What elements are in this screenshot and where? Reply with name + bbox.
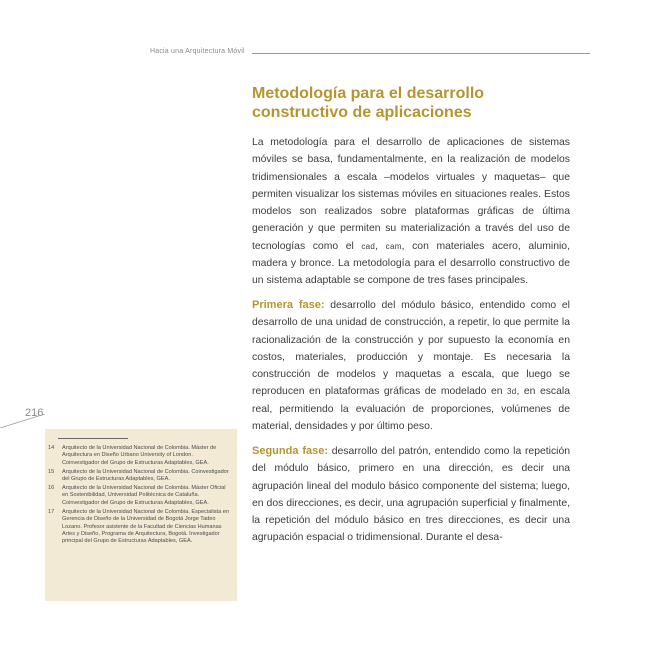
footnote-text: Arquitecto de la Universidad Nacional de Colombia. Máster Oficial en Sostenibilidad, Universidad Politécnica de Cataluña. Coinvestigador del Grupo de Estructuras Adaptables, GEA.	[62, 485, 226, 506]
section-title: Metodología para el desarrollo constructivo de aplicaciones	[252, 85, 485, 121]
threed-abbrev: 3d	[507, 387, 517, 397]
footnote-number: 16	[48, 485, 55, 492]
second-phase-text: desarrollo del patrón, entendido como la repetición del módulo básico, primero en una dirección, es decir una agrupación lineal del modulo básico componente del sistema; luego, en dos direcciones, es decir, una agrupación superficial y finalmente, la repetición del módulo básico en tres direcciones, es decir una agrupación espacial o tridimensional. Durante el desa-	[252, 446, 571, 544]
header-rule	[252, 53, 590, 54]
running-head: Hacia una Arquitectura Móvil	[150, 48, 245, 55]
paragraph-intro-text: La metodología para el desarrollo de aplicaciones de sistemas móviles se basa, fundamentalmente, en la realización de modelos tridimensionales a escala –modelos virtuales y maquetas– que permiten visualizar los sistemas móviles en situaciones reales. Estos modelos son realizados sobre plataformas gráficas de última generación y que permiten su materialización a través del uso de tecnologías como el	[252, 137, 570, 252]
page-number-rule	[0, 414, 45, 428]
first-phase-text-end: , en escala real, permitiendo la evaluación de proporciones, volúmenes de material, densidades y por último peso.	[252, 386, 570, 433]
footnote-text: Arquitecto de la Universidad Nacional de Colombia. Coinvestigador del Grupo de Estructuras Adaptables, GEA.	[62, 468, 229, 483]
paragraph-intro-sep: ,	[375, 240, 386, 252]
footnote-item	[48, 485, 230, 507]
page-number: 216	[25, 407, 44, 419]
footnote-number: 14	[48, 445, 55, 451]
cad-abbrev: cad	[361, 241, 376, 251]
paragraph-first-phase	[252, 297, 570, 435]
footnote-number: 17	[48, 508, 55, 515]
footnote-text: Arquitecto de la Universidad Nacional de Colombia. Máster de Arquitectura en Diseño Urbano University of London. Coinvestigador del Grupo de Estructuras Adaptables, GEA.	[62, 445, 217, 466]
first-phase-lead: Primera fase:	[252, 299, 325, 311]
footnote-item	[48, 509, 230, 546]
first-phase-text: desarrollo del módulo básico, entendido como el desarrollo de una unidad de construcción, a repetir, lo que permite la racionalización de la construcción y por supuesto la economía en costos, materiales, producción y montaje. Es necesaria la construcción de modelos y maquetas a escala, que luego se reproducen en plataformas gráficas de modelado en	[252, 300, 570, 398]
second-phase-lead: Segunda fase:	[252, 445, 329, 457]
footnote-item	[48, 469, 230, 484]
footnote-text: Arquitecto de la Universidad Nacional de Colombia. Especialista en Gerencia de Diseño de la Universidad de Bogotá Jorge Tadeo Lozano. Profesor asistente de la Facultad de Ciencias Humanas Artes y Diseño, Programa de Arquitectura, Bogotá. Investigador principal del Grupo de Estructuras Adaptables, GEA.	[62, 508, 229, 545]
paragraph-second-phase	[252, 443, 570, 547]
paragraph-intro	[252, 134, 570, 290]
footnotes-list	[48, 445, 230, 547]
cam-abbrev: cam	[385, 241, 402, 251]
footnote-item	[48, 445, 230, 467]
footnotes-rule	[58, 438, 128, 439]
footnote-number: 15	[48, 468, 55, 475]
footnotes-box	[45, 429, 237, 601]
paragraph-intro-text-end: , con materiales acero, aluminio, madera y bronce. La metodología para el desarrollo constructivo de un sistema adaptable se compone de tres fases principales.	[252, 240, 570, 287]
